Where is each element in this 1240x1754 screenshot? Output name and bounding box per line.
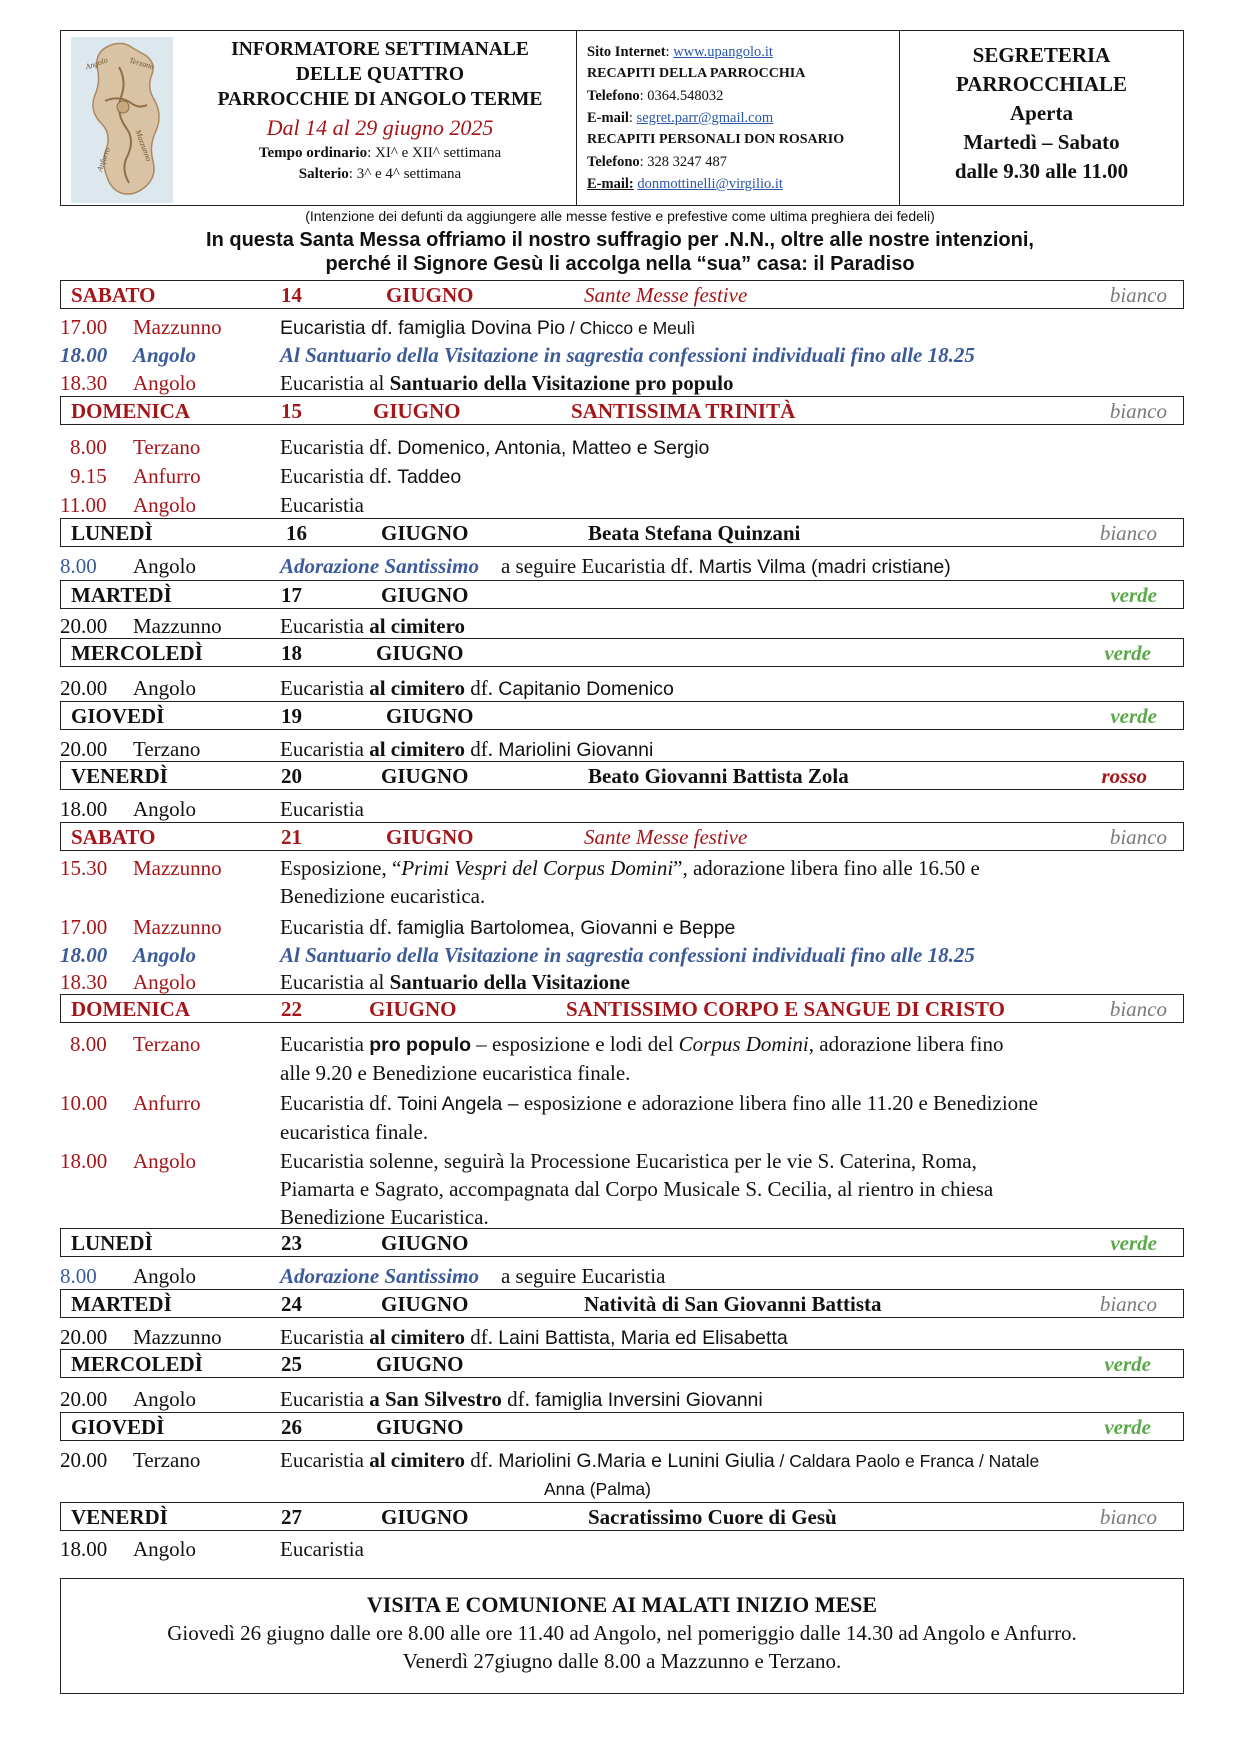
event-place: Angolo bbox=[133, 1537, 196, 1561]
day-celebration: Sacratissimo Cuore di Gesù bbox=[588, 1505, 837, 1529]
event-text bbox=[280, 552, 1240, 581]
day-month: GIUGNO bbox=[386, 704, 474, 728]
event-text bbox=[280, 913, 1180, 942]
day-month: GIUGNO bbox=[381, 583, 469, 607]
day-number: 22 bbox=[281, 997, 302, 1021]
event-text-f: Anna (Palma) bbox=[544, 1479, 651, 1499]
phone2-value: : 328 3247 487 bbox=[639, 154, 728, 170]
day-number: 17 bbox=[281, 583, 302, 607]
event-text-b: al cimitero bbox=[369, 676, 466, 700]
event-place: Angolo bbox=[133, 797, 196, 821]
event-place: Mazzunno bbox=[133, 315, 222, 339]
event-text-b: al cimitero bbox=[369, 737, 466, 761]
event-text: Eucaristia bbox=[280, 797, 364, 821]
day-name: LUNEDÌ bbox=[71, 1231, 153, 1255]
liturgical-color: verde bbox=[1110, 704, 1157, 728]
website-row: Sito Internet: www.upangolo.it bbox=[587, 44, 773, 60]
event-text bbox=[280, 369, 1180, 397]
event-time: 20.00 bbox=[60, 614, 108, 638]
event-text-c: esposizione e adorazione libera fino alle 11.20 e Benedizione bbox=[518, 1091, 1038, 1115]
intention-note: (Intenzione dei defunti da aggiungere alle messe festive e prefestive come ultima preghiera dei fedeli) bbox=[305, 208, 935, 224]
day-bar bbox=[60, 1412, 1184, 1441]
event-text-c: df. bbox=[465, 1325, 499, 1349]
event-text-a: Eucaristia bbox=[280, 614, 370, 638]
phone2-label: Telefono bbox=[587, 154, 640, 170]
day-name: SABATO bbox=[71, 283, 156, 307]
event-time: 17.00 bbox=[60, 915, 108, 939]
event-place: Angolo bbox=[133, 970, 196, 994]
phone1-label: Telefono bbox=[587, 88, 640, 104]
event-text-c: ”, adorazione libera fino alle 16.50 e bbox=[673, 856, 980, 880]
segreteria-line-1: SEGRETERIA bbox=[972, 43, 1111, 67]
event-text-a: Adorazione Santissimo bbox=[280, 1264, 479, 1288]
day-name: SABATO bbox=[71, 825, 156, 849]
sick-visit-line-1: Giovedì 26 giugno dalle ore 8.00 alle ore 11.40 ad Angolo, nel pomeriggio dalle 14.30 ad Angolo e Anfurro. bbox=[167, 1621, 1077, 1645]
day-number: 27 bbox=[281, 1505, 302, 1529]
email2-link[interactable]: donmottinelli@virgilio.it bbox=[637, 176, 783, 192]
event-text-d: Mariolini G.Maria e Lunini Giulia bbox=[498, 1450, 775, 1472]
date-range: Dal 14 al 29 giugno 2025 bbox=[266, 115, 494, 140]
day-month: GIUGNO bbox=[381, 1292, 469, 1316]
event-place: Angolo bbox=[133, 1149, 196, 1173]
event-text-e: / Caldara Paolo e Franca / Natale bbox=[774, 1451, 1040, 1471]
email1-label: E-mail bbox=[587, 110, 629, 126]
event-text-a: Eucaristia bbox=[280, 676, 370, 700]
sick-visit-title: VISITA E COMUNIONE AI MALATI INIZIO MESE bbox=[366, 1592, 878, 1617]
day-month: GIUGNO bbox=[386, 825, 474, 849]
event-text-b: Santuario della Visitazione pro populo bbox=[389, 371, 734, 395]
day-celebration: Beato Giovanni Battista Zola bbox=[588, 764, 849, 788]
day-name: MERCOLEDÌ bbox=[71, 641, 203, 665]
liturgical-color: bianco bbox=[1099, 1505, 1157, 1529]
event-time: 20.00 bbox=[60, 1325, 108, 1349]
event-place: Mazzunno bbox=[133, 856, 222, 880]
event-text: Al Santuario della Visitazione in sagrestia confessioni individuali fino alle 18.25 bbox=[280, 343, 975, 367]
event-text-b: a seguire Eucaristia df. bbox=[500, 554, 699, 578]
event-time: 18.00 bbox=[60, 1537, 108, 1561]
event-time: 15.30 bbox=[60, 856, 108, 880]
day-celebration: Beata Stefana Quinzani bbox=[588, 521, 801, 545]
event-time: 18.00 bbox=[60, 343, 108, 367]
event-text-b: Taddeo bbox=[397, 466, 462, 488]
event-place: Angolo bbox=[133, 1264, 196, 1288]
day-bar bbox=[60, 396, 1184, 425]
event-text-b: famiglia Bartolomea, Giovanni e Beppe bbox=[397, 917, 736, 939]
event-text bbox=[280, 433, 1180, 462]
event-text-a: Adorazione Santissimo bbox=[280, 554, 479, 578]
event-text bbox=[280, 462, 1180, 491]
event-time: 18.30 bbox=[60, 970, 108, 994]
day-celebration: Sante Messe festive bbox=[584, 825, 748, 849]
event-text: Eucaristia bbox=[280, 1537, 364, 1561]
day-number: 18 bbox=[281, 641, 302, 665]
event-place: Mazzunno bbox=[133, 614, 222, 638]
event-text-c: df. bbox=[465, 737, 499, 761]
event-text-b: pro populo bbox=[369, 1034, 472, 1056]
event-text-d: eucaristica finale. bbox=[280, 1120, 429, 1144]
liturgical-color: rosso bbox=[1101, 764, 1147, 788]
event-text-b: / Chicco e Meulì bbox=[565, 318, 696, 338]
event-place: Anfurro bbox=[133, 1091, 201, 1115]
sick-visit-box bbox=[60, 1578, 1184, 1694]
segreteria-line-4: Martedì – Sabato bbox=[963, 130, 1120, 154]
day-celebration: SANTISSIMO CORPO E SANGUE DI CRISTO bbox=[566, 997, 1005, 1021]
event-text-c: df. bbox=[465, 1448, 499, 1472]
event-time: 9.15 bbox=[70, 464, 107, 488]
event-place: Anfurro bbox=[133, 464, 201, 488]
parish-contacts-heading: RECAPITI DELLA PARROCCHIA bbox=[587, 66, 806, 81]
day-bar bbox=[60, 822, 1184, 851]
day-number: 21 bbox=[281, 825, 302, 849]
event-text-a: Eucaristia df. bbox=[280, 464, 398, 488]
event-text-f: alle 9.20 e Benedizione eucaristica finale. bbox=[280, 1061, 631, 1085]
liturgical-color: bianco bbox=[1109, 399, 1167, 423]
event-text-b: Primi Vespri del Corpus Domini bbox=[401, 856, 674, 880]
segreteria-line-2: PARROCCHIALE bbox=[955, 72, 1128, 96]
liturgical-color: bianco bbox=[1099, 521, 1157, 545]
event-text-a: Eucaristia bbox=[280, 1448, 370, 1472]
event-text-d: Corpus Domini bbox=[678, 1032, 809, 1056]
event-text: Eucaristia bbox=[280, 493, 364, 517]
event-text-b: Domenico, Antonia, Matteo e Sergio bbox=[397, 437, 710, 459]
liturgical-color: verde bbox=[1104, 641, 1151, 665]
intention-line-1: In questa Santa Messa offriamo il nostro suffragio per .N.N., oltre alle nostre intenzioni, bbox=[206, 229, 1034, 251]
event-text bbox=[280, 1385, 1180, 1414]
event-text-a: Eucaristia bbox=[280, 1387, 370, 1411]
day-bar bbox=[60, 638, 1184, 667]
day-month: GIUGNO bbox=[381, 1231, 469, 1255]
event-text-b: al cimitero bbox=[369, 1325, 466, 1349]
event-text bbox=[280, 735, 1180, 764]
event-text-c: Martis Vilma (madri cristiane) bbox=[698, 556, 951, 578]
day-name: VENERDÌ bbox=[71, 764, 168, 788]
title-line-3: PARROCCHIE DI ANGOLO TERME bbox=[217, 89, 543, 110]
tempo-label: Tempo ordinario bbox=[258, 145, 368, 161]
day-month: GIUGNO bbox=[381, 1505, 469, 1529]
event-time: 8.00 bbox=[70, 1032, 107, 1056]
day-name: MERCOLEDÌ bbox=[71, 1352, 203, 1376]
liturgical-color: verde bbox=[1110, 583, 1157, 607]
event-place: Mazzunno bbox=[133, 1325, 222, 1349]
event-text-b: al cimitero bbox=[369, 1448, 466, 1472]
event-time: 20.00 bbox=[60, 676, 108, 700]
event-text bbox=[280, 1262, 1180, 1290]
event-text-b: a seguire Eucaristia bbox=[500, 1264, 666, 1288]
logo-text-3: Mazzunno bbox=[133, 128, 154, 163]
day-name: DOMENICA bbox=[71, 997, 190, 1021]
day-bar bbox=[60, 701, 1184, 730]
event-time: 18.00 bbox=[60, 1149, 108, 1173]
event-text-c: – esposizione e lodi del bbox=[471, 1032, 679, 1056]
event-text bbox=[280, 1446, 1190, 1475]
event-text-d: Capitanio Domenico bbox=[498, 678, 674, 700]
segreteria-line-3: Aperta bbox=[1010, 101, 1073, 125]
segreteria-line-5: dalle 9.30 alle 11.00 bbox=[954, 159, 1129, 183]
day-month: GIUGNO bbox=[369, 997, 457, 1021]
day-name: DOMENICA bbox=[71, 399, 190, 423]
liturgical-color: bianco bbox=[1109, 283, 1167, 307]
day-bar bbox=[60, 1228, 1184, 1257]
event-text bbox=[280, 1323, 1180, 1352]
phone1-value: : 0364.548032 bbox=[639, 88, 724, 104]
event-text-a: Eucaristia al bbox=[280, 970, 390, 994]
liturgical-color: verde bbox=[1104, 1352, 1151, 1376]
event-text-a: Eucaristia bbox=[280, 1032, 370, 1056]
day-number: 19 bbox=[281, 704, 302, 728]
event-time: 17.00 bbox=[60, 315, 108, 339]
day-name: LUNEDÌ bbox=[71, 521, 153, 545]
event-text-line-2: Piamarta e Sagrato, accompagnata dal Corpo Musicale S. Cecilia, al rientro in chiesa bbox=[280, 1177, 994, 1201]
day-number: 20 bbox=[281, 764, 302, 788]
email1-link[interactable]: segret.parr@gmail.com bbox=[636, 110, 774, 126]
event-time: 10.00 bbox=[60, 1091, 108, 1115]
day-bar bbox=[60, 1349, 1184, 1378]
day-name: GIOVEDÌ bbox=[71, 1415, 165, 1439]
day-month: GIUGNO bbox=[381, 764, 469, 788]
event-place: Angolo bbox=[133, 371, 196, 395]
website-link[interactable]: www.upangolo.it bbox=[673, 44, 773, 60]
event-text-c: df. bbox=[465, 676, 499, 700]
event-text bbox=[280, 1030, 1180, 1087]
day-number: 14 bbox=[281, 283, 302, 307]
day-bar bbox=[60, 280, 1184, 309]
event-text-b: Santuario della Visitazione bbox=[389, 970, 630, 994]
title-line-1: INFORMATORE SETTIMANALE bbox=[231, 39, 529, 60]
day-bar bbox=[60, 1502, 1184, 1531]
event-text bbox=[280, 1147, 1180, 1231]
event-time: 8.00 bbox=[70, 435, 107, 459]
liturgical-color: bianco bbox=[1109, 825, 1167, 849]
event-place: Angolo bbox=[133, 943, 197, 967]
event-time: 8.00 bbox=[60, 1264, 97, 1288]
tempo-value: : XI^ e XII^ settimana bbox=[367, 145, 502, 161]
event-place: Angolo bbox=[133, 343, 197, 367]
day-bar bbox=[60, 1289, 1184, 1318]
event-text bbox=[280, 674, 1180, 703]
event-text-line-3: Benedizione Eucaristica. bbox=[280, 1205, 489, 1229]
event-text-a: Eucaristia bbox=[280, 1325, 370, 1349]
day-month: GIUGNO bbox=[381, 521, 469, 545]
website-label: Sito Internet bbox=[587, 44, 666, 60]
day-name: GIOVEDÌ bbox=[71, 704, 165, 728]
logo-text-1: Angolo bbox=[84, 55, 109, 72]
sick-visit-line-2: Venerdì 27giugno dalle 8.00 a Mazzunno e Terzano. bbox=[402, 1649, 842, 1673]
event-place: Angolo bbox=[133, 493, 196, 517]
event-place: Terzano bbox=[133, 435, 201, 459]
event-place: Terzano bbox=[133, 737, 201, 761]
event-text-a: Esposizione, “ bbox=[280, 856, 402, 880]
day-bar bbox=[60, 994, 1184, 1023]
logo-text-2: Terzano bbox=[128, 55, 156, 72]
intention-line-2: perché il Signore Gesù li accolga nella “sua” casa: il Paradiso bbox=[325, 253, 915, 275]
event-time: 8.00 bbox=[60, 554, 97, 578]
event-text bbox=[280, 612, 1180, 640]
day-number: 16 bbox=[286, 521, 307, 545]
salterio-label: Salterio bbox=[298, 166, 349, 182]
event-text-c: df. bbox=[501, 1387, 536, 1411]
event-text-a: Eucaristia al bbox=[280, 371, 390, 395]
day-bar bbox=[60, 761, 1184, 790]
event-time: 20.00 bbox=[60, 1387, 108, 1411]
event-text bbox=[280, 1089, 1200, 1146]
event-text-a: Eucaristia df. bbox=[280, 915, 398, 939]
event-text bbox=[280, 968, 1180, 996]
event-time: 20.00 bbox=[60, 1448, 108, 1472]
day-celebration: Sante Messe festive bbox=[584, 283, 748, 307]
event-time: 18.00 bbox=[60, 943, 108, 967]
event-place: Angolo bbox=[133, 1387, 196, 1411]
logo-text-4: Anfurro bbox=[95, 146, 113, 173]
liturgical-color: bianco bbox=[1109, 997, 1167, 1021]
day-month: GIUGNO bbox=[376, 1352, 464, 1376]
event-place: Terzano bbox=[133, 1448, 201, 1472]
event-place: Angolo bbox=[133, 554, 196, 578]
event-text-e: , adorazione libera fino bbox=[808, 1032, 1004, 1056]
day-number: 24 bbox=[281, 1292, 302, 1316]
event-text bbox=[280, 313, 1180, 342]
event-time: 11.00 bbox=[60, 493, 107, 517]
day-month: GIUGNO bbox=[373, 399, 461, 423]
event-time: 18.30 bbox=[60, 371, 108, 395]
title-line-2: DELLE QUATTRO bbox=[295, 64, 465, 85]
event-text-d: Benedizione eucaristica. bbox=[280, 884, 486, 908]
day-name: MARTEDÌ bbox=[71, 1292, 172, 1316]
event-place: Angolo bbox=[133, 676, 196, 700]
email2-label: E-mail: bbox=[587, 176, 634, 192]
event-text-a: Eucaristia df. bbox=[280, 435, 398, 459]
personal-contacts-heading: RECAPITI PERSONALI DON ROSARIO bbox=[587, 132, 845, 147]
day-celebration: Natività di San Giovanni Battista bbox=[584, 1292, 882, 1316]
salterio-value: : 3^ e 4^ settimana bbox=[348, 166, 462, 182]
event-text-a: Eucaristia df. bbox=[280, 1091, 398, 1115]
event-text-d: Mariolini Giovanni bbox=[498, 739, 654, 761]
day-name: MARTEDÌ bbox=[71, 583, 172, 607]
day-number: 26 bbox=[281, 1415, 302, 1439]
event-text: Al Santuario della Visitazione in sagrestia confessioni individuali fino alle 18.25 bbox=[280, 943, 975, 967]
event-text-b: al cimitero bbox=[369, 614, 466, 638]
day-number: 23 bbox=[281, 1231, 302, 1255]
event-text-line-1: Eucaristia solenne, seguirà la Processione Eucaristica per le vie S. Caterina, Roma, bbox=[280, 1149, 977, 1173]
event-text bbox=[280, 854, 1180, 910]
event-text-d: Laini Battista, Maria ed Elisabetta bbox=[498, 1327, 788, 1349]
event-place: Mazzunno bbox=[133, 915, 222, 939]
day-month: GIUGNO bbox=[376, 641, 464, 665]
event-time: 20.00 bbox=[60, 737, 108, 761]
day-month: GIUGNO bbox=[376, 1415, 464, 1439]
event-text-a: Eucaristia bbox=[280, 737, 370, 761]
day-celebration: SANTISSIMA TRINITÀ bbox=[571, 399, 796, 423]
day-bar bbox=[60, 580, 1184, 609]
event-place: Terzano bbox=[133, 1032, 201, 1056]
event-text-b: Toini Angela – bbox=[397, 1093, 519, 1115]
liturgical-color: verde bbox=[1110, 1231, 1157, 1255]
liturgical-color: bianco bbox=[1099, 1292, 1157, 1316]
event-text-d: famiglia Inversini Giovanni bbox=[535, 1389, 763, 1411]
day-name: VENERDÌ bbox=[71, 1505, 168, 1529]
day-bar bbox=[60, 518, 1184, 547]
liturgical-color: verde bbox=[1104, 1415, 1151, 1439]
event-text-b: a San Silvestro bbox=[369, 1387, 502, 1411]
day-month: GIUGNO bbox=[386, 283, 474, 307]
day-number: 15 bbox=[281, 399, 302, 423]
email1-row: E-mail: segret.parr@gmail.com bbox=[587, 110, 774, 126]
event-time: 18.00 bbox=[60, 797, 108, 821]
event-text-a: Eucaristia df. famiglia Dovina Pio bbox=[280, 317, 566, 339]
day-number: 25 bbox=[281, 1352, 302, 1376]
